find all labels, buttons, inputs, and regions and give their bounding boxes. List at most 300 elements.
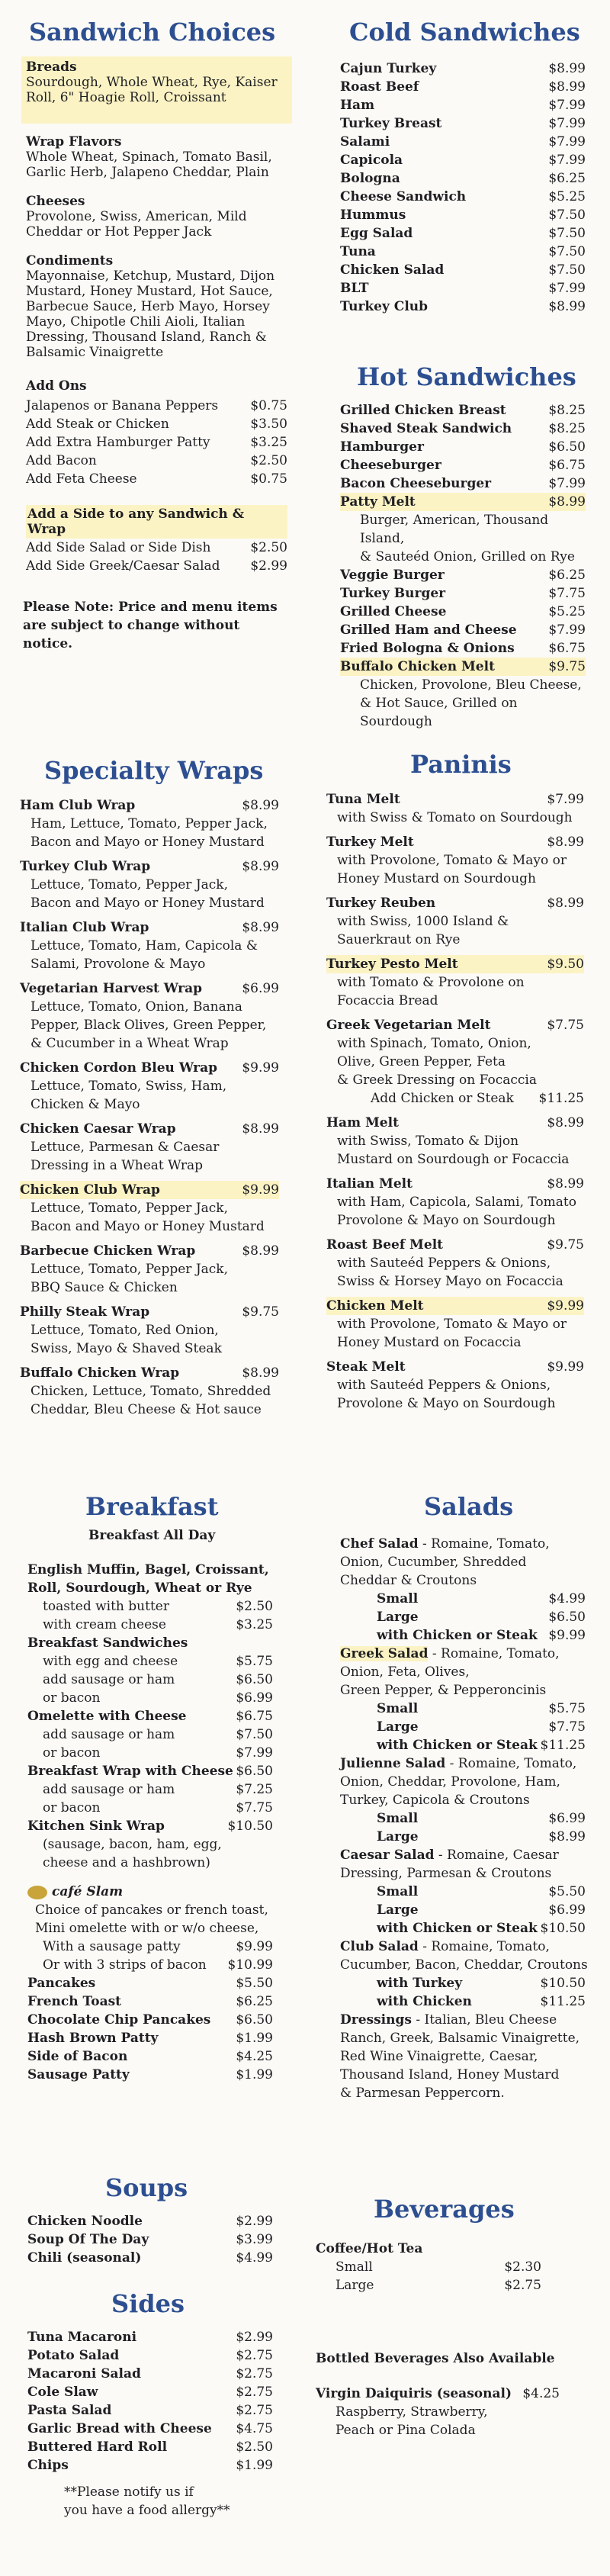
wrap-description: Swiss, Mayo & Shaved Steak bbox=[30, 1341, 222, 1356]
breakfast-price: $1.99 bbox=[236, 2067, 273, 2082]
wrap-price: $8.99 bbox=[242, 798, 279, 813]
wrap-price: $8.99 bbox=[242, 920, 279, 935]
wrap-item bbox=[20, 796, 279, 815]
salad-price: $6.99 bbox=[548, 1811, 586, 1826]
cold-sandwich-price: $7.99 bbox=[548, 116, 586, 131]
breakfast-item: Breakfast Sandwiches bbox=[27, 1635, 188, 1651]
salad-row bbox=[377, 1992, 586, 2011]
panini-description: with Spinach, Tomato, Onion, bbox=[337, 1036, 531, 1051]
salad-row bbox=[340, 1553, 586, 1571]
breakfast-row bbox=[27, 2029, 273, 2047]
breakfast-item: Chocolate Chip Pancakes bbox=[27, 2012, 211, 2028]
soups-row bbox=[27, 2212, 273, 2230]
wrap-name: Philly Steak Wrap bbox=[20, 1304, 150, 1320]
wrap-name: Chicken Cordon Bleu Wrap bbox=[20, 1060, 218, 1076]
wrap-description: Lettuce, Tomato, Onion, Banana bbox=[30, 999, 242, 1015]
sides-heading: Sides bbox=[111, 2289, 185, 2318]
cold-sandwich-row bbox=[340, 224, 586, 243]
sides-price: $1.99 bbox=[236, 2458, 273, 2473]
cold-sandwich-price: $7.99 bbox=[548, 281, 586, 296]
panini-name: Italian Melt bbox=[326, 1176, 413, 1192]
panini-description: Mustard on Sourdough or Focaccia bbox=[337, 1152, 570, 1167]
virgin-daiquiri-desc: Raspberry, Strawberry, bbox=[336, 2404, 488, 2420]
breakfast-price: $1.99 bbox=[236, 2031, 273, 2046]
panini-description: with Swiss & Tomato on Sourdough bbox=[337, 810, 573, 825]
wrap-description: Lettuce, Tomato, Pepper Jack, bbox=[30, 877, 229, 892]
salad-option: Large bbox=[377, 1902, 419, 1918]
salad-row bbox=[377, 1883, 586, 1901]
wrap-price: $6.99 bbox=[242, 981, 279, 996]
price-note-line: are subject to change without notice. bbox=[23, 618, 240, 651]
panini-row bbox=[326, 1297, 584, 1315]
cold-sandwich-price: $8.99 bbox=[548, 79, 586, 95]
cold-sandwich-row bbox=[340, 114, 586, 133]
salad-line bbox=[340, 1791, 530, 1809]
cafe-slam-title bbox=[27, 1883, 273, 1901]
sides-price: $4.75 bbox=[236, 2421, 273, 2436]
salad-line bbox=[377, 1809, 418, 1828]
cold-sandwich-name: Ham bbox=[340, 98, 375, 113]
sides-price: $2.75 bbox=[236, 2348, 273, 2363]
breakfast-price: $7.25 bbox=[236, 1782, 273, 1797]
breakfast-row bbox=[43, 1835, 273, 1854]
breakfast-row bbox=[43, 1780, 273, 1799]
breakfast-intro-line: Roll, Sourdough, Wheat or Rye bbox=[27, 1581, 252, 1596]
salad-description: Ranch, Greek, Balsamic Vinaigrette, bbox=[340, 2031, 580, 2046]
side-name: Add Side Greek/Caesar Salad bbox=[26, 558, 220, 574]
salad-row bbox=[340, 1535, 586, 1553]
breakfast-row bbox=[27, 1707, 273, 1725]
breakfast-row bbox=[27, 1634, 273, 1652]
panini-row bbox=[326, 894, 584, 912]
salad-description: Cucumber, Bacon, Cheddar, Croutons bbox=[340, 1957, 588, 1973]
hot-sandwich-price: $6.75 bbox=[548, 458, 586, 473]
salad-line bbox=[377, 1590, 418, 1608]
hot-sandwich-row bbox=[340, 474, 586, 493]
cold-sandwich-row bbox=[340, 297, 586, 316]
sides-row bbox=[27, 2438, 273, 2456]
hot-sandwich-row bbox=[340, 401, 586, 420]
panini-description: & Greek Dressing on Focaccia bbox=[337, 1073, 537, 1088]
sandwich-choices-section bbox=[21, 56, 292, 653]
salad-name: Dressings bbox=[340, 2012, 412, 2028]
wrap-item bbox=[20, 857, 279, 876]
breakfast-price: $6.99 bbox=[236, 1690, 273, 1706]
sides-section bbox=[27, 2328, 273, 2475]
salad-row bbox=[377, 1809, 586, 1828]
panini-price: $8.99 bbox=[547, 1176, 584, 1192]
panini-row bbox=[326, 1114, 584, 1132]
salad-price: $5.50 bbox=[548, 1884, 586, 1899]
salad-description: Thousand Island, Honey Mustard bbox=[340, 2067, 560, 2082]
salad-line bbox=[377, 1992, 472, 2011]
panini-description: Provolone & Mayo on Sourdough bbox=[337, 1213, 556, 1228]
cold-sandwich-price: $7.99 bbox=[548, 134, 586, 150]
condiments-line: Mayonnaise, Ketchup, Mustard, Dijon bbox=[26, 269, 275, 284]
wrap-item bbox=[20, 1059, 279, 1077]
breakfast-intro-line: English Muffin, Bagel, Croissant, bbox=[27, 1562, 269, 1577]
wrap-description: Bacon and Mayo or Honey Mustard bbox=[30, 1219, 265, 1234]
salad-row bbox=[340, 2047, 586, 2066]
salad-price: $6.99 bbox=[548, 1902, 586, 1918]
addon-row bbox=[26, 397, 287, 415]
cafe-slam-price: $10.99 bbox=[227, 1957, 273, 1973]
hot-sandwich-name: Fried Bologna & Onions bbox=[340, 641, 515, 656]
wrap-price: $8.99 bbox=[242, 1121, 279, 1137]
breakfast-item: Breakfast Wrap with Cheese bbox=[27, 1764, 233, 1779]
salad-row bbox=[340, 1791, 586, 1809]
breads-line: Roll, 6" Hoagie Roll, Croissant bbox=[26, 90, 226, 105]
condiments-line: Dressing, Thousand Island, Ranch & bbox=[26, 330, 267, 345]
breakfast-item: Side of Bacon bbox=[27, 2049, 128, 2064]
salad-line bbox=[340, 1663, 470, 1681]
soups-price: $3.99 bbox=[236, 2232, 273, 2247]
panini-addon-row bbox=[371, 1089, 584, 1108]
addons-block bbox=[21, 378, 292, 488]
salad-line bbox=[377, 1974, 462, 1992]
cold-sandwich-name: Turkey Breast bbox=[340, 116, 442, 131]
cafe-slam bbox=[27, 1883, 273, 1974]
hot-sandwich-description: & Sauteéd Onion, Grilled on Rye bbox=[360, 549, 575, 564]
panini-description: with Swiss, 1000 Island & bbox=[337, 914, 509, 929]
salad-option: Small bbox=[377, 1591, 419, 1606]
salad-description: & Parmesan Peppercorn. bbox=[340, 2086, 505, 2101]
cold-sandwich-row bbox=[340, 78, 586, 96]
cold-sandwich-name: Roast Beef bbox=[340, 79, 419, 95]
wrap-description: Chicken, Lettuce, Tomato, Shredded bbox=[30, 1384, 271, 1399]
beverage-row bbox=[336, 2258, 541, 2276]
salad-row bbox=[340, 1956, 586, 1974]
cold-sandwich-row bbox=[340, 169, 586, 188]
hot-sandwiches-heading: Hot Sandwiches bbox=[357, 362, 576, 391]
cold-sandwich-name: Tuna bbox=[340, 244, 376, 259]
salad-line bbox=[377, 1736, 538, 1754]
wrap-description: Ham, Lettuce, Tomato, Pepper Jack, bbox=[30, 816, 268, 831]
condiments-line: Mayo, Chipotle Chili Aioli, Italian bbox=[26, 314, 246, 330]
wrap-description: Cheddar, Bleu Cheese & Hot sauce bbox=[30, 1402, 262, 1417]
panini-row bbox=[326, 1175, 584, 1193]
sides-item: Macaroni Salad bbox=[27, 2366, 141, 2381]
condiments-heading: Condiments bbox=[26, 253, 114, 269]
side-name: Add Side Salad or Side Dish bbox=[26, 540, 211, 555]
wrap-description: BBQ Sauce & Chicken bbox=[30, 1280, 178, 1295]
salad-row bbox=[340, 1938, 586, 1956]
cold-sandwich-name: Cheese Sandwich bbox=[340, 189, 467, 204]
hot-sandwich-row bbox=[340, 456, 586, 474]
cold-sandwiches-section bbox=[340, 59, 586, 316]
hot-sandwich-row bbox=[340, 639, 586, 658]
salad-price: $9.99 bbox=[548, 1628, 586, 1643]
addon-row bbox=[26, 415, 287, 433]
salad-line bbox=[377, 1700, 418, 1718]
salad-option: Large bbox=[377, 1610, 419, 1625]
panini-description: Honey Mustard on Focaccia bbox=[337, 1335, 522, 1350]
wrap-name: Chicken Club Wrap bbox=[20, 1182, 160, 1198]
salad-row bbox=[377, 1700, 586, 1718]
wrap-name: Turkey Club Wrap bbox=[20, 859, 151, 874]
salad-description: Red Wine Vinaigrette, Caesar, bbox=[340, 2049, 538, 2064]
salad-option: with Chicken bbox=[377, 1994, 472, 2009]
cold-sandwich-row bbox=[340, 279, 586, 297]
panini-price: $11.25 bbox=[538, 1091, 584, 1106]
panini-description: Swiss & Horsey Mayo on Focaccia bbox=[337, 1274, 563, 1289]
sides-item: Cole Slaw bbox=[27, 2385, 98, 2400]
cold-sandwich-row bbox=[340, 188, 586, 206]
salad-row bbox=[340, 1846, 586, 1864]
breakfast-item: French Toast bbox=[27, 1994, 122, 2009]
panini-price: $9.75 bbox=[547, 1237, 584, 1253]
wrap-description: & Cucumber in a Wheat Wrap bbox=[30, 1036, 229, 1051]
breakfast-price: $6.50 bbox=[236, 2012, 273, 2028]
cafe-slam-line: Mini omelette with or w/o cheese, bbox=[35, 1921, 259, 1936]
salad-option: with Turkey bbox=[377, 1976, 463, 1991]
salad-description: - Italian, Bleu Cheese bbox=[411, 2012, 557, 2028]
sides-item: Pasta Salad bbox=[27, 2403, 112, 2418]
breakfast-row bbox=[27, 2011, 273, 2029]
cold-sandwich-price: $7.99 bbox=[548, 98, 586, 113]
salad-option: with Chicken or Steak bbox=[377, 1738, 538, 1753]
hot-sandwich-name: Grilled Ham and Cheese bbox=[340, 622, 517, 638]
wrap-name: Vegetarian Harvest Wrap bbox=[20, 981, 202, 996]
salad-row bbox=[377, 1828, 586, 1846]
beverage-size: Large bbox=[336, 2278, 374, 2293]
salad-price: $5.75 bbox=[548, 1701, 586, 1716]
salad-name: Greek Salad bbox=[340, 1646, 429, 1661]
allergy-note-line: you have a food allergy** bbox=[64, 2503, 230, 2518]
hot-sandwich-name: Patty Melt bbox=[340, 494, 416, 510]
condiments-line: Barbecue Sauce, Herb Mayo, Horsey bbox=[26, 299, 270, 314]
cheeses-line: Cheddar or Hot Pepper Jack bbox=[26, 224, 212, 240]
salad-row bbox=[340, 1864, 586, 1883]
salad-row bbox=[340, 1681, 586, 1700]
breakfast-item: add sausage or ham bbox=[43, 1782, 175, 1797]
salad-line bbox=[340, 2047, 538, 2066]
wrap-price: $8.99 bbox=[242, 1365, 279, 1381]
hot-sandwich-price: $8.99 bbox=[548, 494, 586, 510]
salad-row bbox=[340, 1773, 586, 1791]
addon-name: Add Extra Hamburger Patty bbox=[26, 435, 210, 450]
cold-sandwich-price: $7.50 bbox=[548, 262, 586, 278]
wrap-price: $9.99 bbox=[242, 1060, 279, 1076]
cold-sandwich-row bbox=[340, 151, 586, 169]
hot-sandwich-price: $7.99 bbox=[548, 476, 586, 491]
wrap-description: Salami, Provolone & Mayo bbox=[30, 957, 206, 972]
panini-price: $7.75 bbox=[547, 1018, 584, 1033]
cafe-slam-option: Or with 3 strips of bacon bbox=[43, 1957, 207, 1973]
panini-description: with Swiss, Tomato & Dijon bbox=[337, 1134, 519, 1149]
addon-name: Jalapenos or Banana Peppers bbox=[26, 398, 219, 413]
virgin-daiquiri-name: Virgin Daiquiris (seasonal) bbox=[316, 2386, 512, 2401]
salads-heading: Salads bbox=[424, 1492, 514, 1521]
soups-item: Soup Of The Day bbox=[27, 2232, 149, 2247]
breakfast-row bbox=[43, 1799, 273, 1817]
panini-name: Turkey Pesto Melt bbox=[326, 957, 458, 972]
salad-row bbox=[340, 1754, 586, 1773]
breakfast-item: with cream cheese bbox=[43, 1617, 166, 1632]
sides-row bbox=[27, 2401, 273, 2420]
wrap-flavors-line: Whole Wheat, Spinach, Tomato Basil, bbox=[26, 150, 272, 165]
salad-row bbox=[377, 1901, 586, 1919]
panini-price: $8.99 bbox=[547, 1115, 584, 1130]
panini-price: $8.99 bbox=[547, 896, 584, 911]
hot-sandwiches-section bbox=[340, 401, 586, 731]
breakfast-row bbox=[43, 1652, 273, 1671]
breakfast-subtitle: Breakfast All Day bbox=[88, 1528, 216, 1543]
wrap-flavors-heading: Wrap Flavors bbox=[26, 134, 122, 150]
breakfast-item: or bacon bbox=[43, 1800, 101, 1815]
sides-row bbox=[27, 2365, 273, 2383]
panini-addon: Add Chicken or Steak bbox=[371, 1091, 514, 1106]
hot-sandwich-description: Chicken, Provolone, Bleu Cheese, bbox=[360, 677, 582, 693]
wrap-description: Pepper, Black Olives, Green Pepper, bbox=[30, 1018, 267, 1033]
breakfast-item: Sausage Patty bbox=[27, 2067, 130, 2082]
breakfast-price: $7.75 bbox=[236, 1800, 273, 1815]
virgin-daiquiri-price: $4.25 bbox=[522, 2386, 560, 2401]
salad-name: Club Salad bbox=[340, 1939, 419, 1954]
sides-price: $2.75 bbox=[236, 2366, 273, 2381]
addon-price: $3.50 bbox=[250, 416, 287, 432]
cold-sandwich-price: $7.50 bbox=[548, 226, 586, 241]
salad-line bbox=[377, 1718, 419, 1736]
breakfast-item: Omelette with Cheese bbox=[27, 1709, 187, 1724]
breakfast-rows bbox=[27, 1597, 273, 1872]
allergy-note-line: **Please notify us if bbox=[64, 2484, 194, 2500]
cold-sandwich-name: BLT bbox=[340, 281, 369, 296]
paninis-section bbox=[326, 790, 584, 1413]
beverages-section bbox=[316, 2240, 575, 2439]
panini-name: Ham Melt bbox=[326, 1115, 399, 1130]
breakfast-price: $5.75 bbox=[236, 1654, 273, 1669]
salad-price: $11.25 bbox=[540, 1738, 586, 1753]
wrap-description: Bacon and Mayo or Honey Mustard bbox=[30, 896, 265, 911]
cold-sandwich-price: $7.50 bbox=[548, 244, 586, 259]
salad-row bbox=[340, 1663, 586, 1681]
breakfast-row bbox=[43, 1616, 273, 1634]
panini-description: with Sauteéd Peppers & Onions, bbox=[337, 1256, 551, 1271]
wrap-item bbox=[20, 1364, 279, 1382]
salad-name: Chef Salad bbox=[340, 1536, 419, 1552]
wrap-description: Dressing in a Wheat Wrap bbox=[30, 1158, 203, 1173]
salad-option: with Chicken or Steak bbox=[377, 1628, 538, 1643]
hot-sandwich-name: Grilled Chicken Breast bbox=[340, 403, 506, 418]
cold-sandwich-row bbox=[340, 243, 586, 261]
cold-sandwich-price: $7.99 bbox=[548, 153, 586, 168]
breakfast-row bbox=[43, 1744, 273, 1762]
condiments-block bbox=[21, 253, 292, 360]
addon-price: $2.50 bbox=[250, 453, 287, 468]
wrap-name: Barbecue Chicken Wrap bbox=[20, 1243, 196, 1259]
wrap-item bbox=[20, 1242, 279, 1260]
paninis-heading: Paninis bbox=[410, 750, 512, 779]
salad-line bbox=[340, 1773, 560, 1791]
breakfast-price: $6.50 bbox=[236, 1672, 273, 1687]
cheeses-heading: Cheeses bbox=[26, 194, 85, 209]
soups-heading: Soups bbox=[105, 2173, 188, 2202]
virgin-daiquiri-row bbox=[316, 2385, 560, 2403]
hot-sandwich-row bbox=[340, 658, 586, 676]
cafe-slam-row bbox=[43, 1938, 273, 1956]
cheeses-block bbox=[21, 194, 292, 240]
breakfast-row bbox=[27, 1974, 273, 1992]
breakfast-item: Kitchen Sink Wrap bbox=[27, 1819, 165, 1834]
cold-sandwich-name: Hummus bbox=[340, 207, 406, 223]
hot-sandwich-name: Cheeseburger bbox=[340, 458, 441, 473]
hot-sandwich-name: Shaved Steak Sandwich bbox=[340, 421, 512, 436]
wrap-item bbox=[20, 1120, 279, 1138]
breakfast-row bbox=[43, 1725, 273, 1744]
cold-sandwich-price: $8.99 bbox=[548, 61, 586, 76]
panini-name: Greek Vegetarian Melt bbox=[326, 1018, 491, 1033]
beverages-heading: Beverages bbox=[374, 2195, 515, 2224]
salad-line bbox=[377, 1883, 418, 1901]
hot-sandwich-price: $6.25 bbox=[548, 568, 586, 583]
wrap-price: $8.99 bbox=[242, 1243, 279, 1259]
breakfast-row bbox=[43, 1597, 273, 1616]
hot-sandwich-name: Veggie Burger bbox=[340, 568, 445, 583]
soups-item: Chili (seasonal) bbox=[27, 2250, 142, 2266]
salad-option: with Chicken or Steak bbox=[377, 1921, 538, 1936]
cold-sandwich-row bbox=[340, 59, 586, 78]
sandwich-choices-heading: Sandwich Choices bbox=[29, 18, 276, 47]
sides-item: Garlic Bread with Cheese bbox=[27, 2421, 212, 2436]
breakfast-price: $10.50 bbox=[227, 1819, 273, 1834]
salad-price: $10.50 bbox=[540, 1921, 586, 1936]
panini-price: $9.50 bbox=[547, 957, 584, 972]
bottled-note: Bottled Beverages Also Available bbox=[316, 2351, 555, 2366]
breakfast-price: $7.99 bbox=[236, 1745, 273, 1761]
side-price: $2.99 bbox=[250, 558, 287, 574]
breakfast-row bbox=[27, 1762, 273, 1780]
sides-price: $2.75 bbox=[236, 2403, 273, 2418]
breakfast-item: add sausage or ham bbox=[43, 1672, 175, 1687]
addon-name: Add Bacon bbox=[26, 453, 97, 468]
salad-option: Small bbox=[377, 1701, 419, 1716]
addon-price: $0.75 bbox=[250, 398, 287, 413]
panini-name: Tuna Melt bbox=[326, 792, 400, 807]
salad-line bbox=[377, 1608, 419, 1626]
add-side-heading: Add a Side to any Sandwich & Wrap bbox=[26, 505, 287, 539]
addons-heading: Add Ons bbox=[26, 378, 87, 394]
panini-row bbox=[326, 790, 584, 809]
hot-sandwich-name: Bacon Cheeseburger bbox=[340, 476, 492, 491]
cold-sandwich-name: Salami bbox=[340, 134, 390, 150]
panini-name: Roast Beef Melt bbox=[326, 1237, 443, 1253]
panini-description: with Ham, Capicola, Salami, Tomato bbox=[337, 1195, 576, 1210]
breakfast-item: add sausage or ham bbox=[43, 1727, 175, 1742]
salad-row bbox=[377, 1974, 586, 1992]
cafe-slam-option: With a sausage patty bbox=[43, 1939, 181, 1954]
breakfast-price: $6.75 bbox=[236, 1709, 273, 1724]
addon-row bbox=[26, 433, 287, 452]
beverage-row bbox=[336, 2276, 541, 2295]
addon-name: Add Steak or Chicken bbox=[26, 416, 169, 432]
side-block bbox=[21, 505, 292, 575]
hot-sandwich-row bbox=[340, 493, 586, 511]
hot-sandwich-name: Buffalo Chicken Melt bbox=[340, 659, 495, 674]
panini-description: Olive, Green Pepper, Feta bbox=[337, 1054, 506, 1069]
salad-description: - Romaine, Tomato, bbox=[428, 1646, 560, 1661]
breakfast-row bbox=[27, 2066, 273, 2084]
cold-sandwich-name: Chicken Salad bbox=[340, 262, 445, 278]
cold-sandwich-name: Turkey Club bbox=[340, 299, 429, 314]
hot-sandwich-name: Grilled Cheese bbox=[340, 604, 447, 619]
panini-description: Honey Mustard on Sourdough bbox=[337, 871, 536, 886]
breakfast-price: $3.25 bbox=[236, 1617, 273, 1632]
hot-sandwich-description: Burger, American, Thousand Island, bbox=[360, 513, 549, 546]
salad-description: - Romaine, Caesar bbox=[434, 1848, 559, 1863]
sides-item: Chips bbox=[27, 2458, 69, 2473]
hot-sandwich-row bbox=[340, 438, 586, 456]
